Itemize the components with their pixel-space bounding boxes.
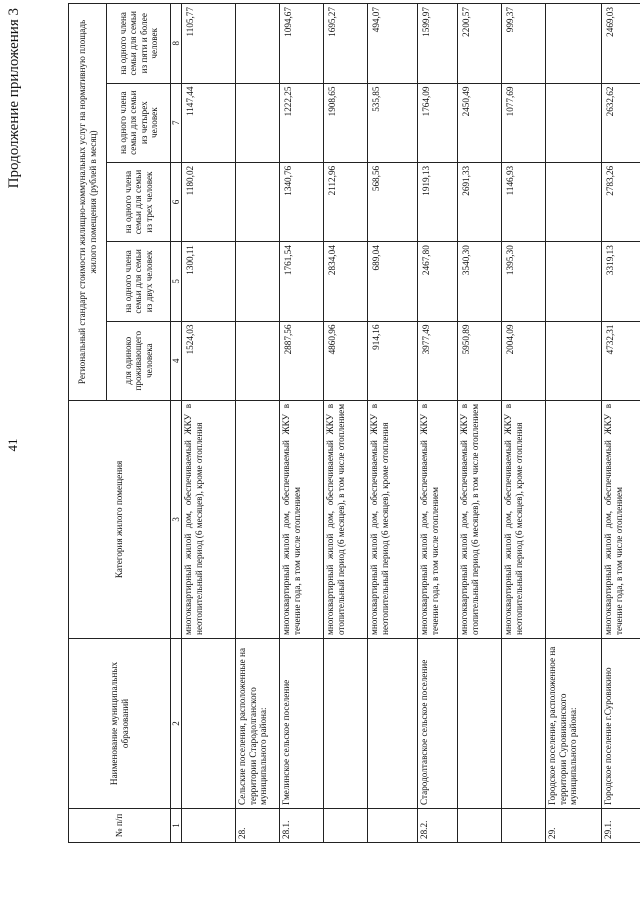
value-three: 2112,96 xyxy=(324,162,368,241)
table-row xyxy=(368,4,418,843)
value-four: 1908,65 xyxy=(324,83,368,162)
row-number: 28. xyxy=(236,809,280,843)
row-name: Сельские поселения, расположенные на территории Стародолганского муниципального района: xyxy=(236,638,280,808)
value-five xyxy=(546,4,602,84)
header-standard: Региональный стандарт стоимости жилищно-коммунальных услуг на нормативную площадь жилого помещения (рублей в месяц) xyxy=(69,4,107,401)
row-name xyxy=(458,638,502,808)
column-number: 7 xyxy=(171,83,182,162)
row-name: Стародолтавское сельское поселение xyxy=(418,638,458,808)
value-single: 2887,56 xyxy=(280,321,324,400)
value-four xyxy=(546,83,602,162)
standards-table-wrap xyxy=(68,3,640,843)
table-row xyxy=(182,4,236,843)
value-four: 1764,09 xyxy=(418,83,458,162)
value-three xyxy=(236,162,280,241)
row-name: Гмелинское сельское поселение xyxy=(280,638,324,808)
table-row xyxy=(546,4,602,843)
value-five: 2469,03 xyxy=(602,4,640,84)
row-name xyxy=(368,638,418,808)
value-three: 2783,26 xyxy=(602,162,640,241)
column-number: 2 xyxy=(171,638,182,808)
column-numbers-row xyxy=(171,4,182,843)
page-number: 41 xyxy=(5,438,20,452)
row-number xyxy=(458,809,502,843)
value-five xyxy=(236,4,280,84)
row-name: Городское поселение г.Суровикино xyxy=(602,638,640,808)
value-five: 2200,57 xyxy=(458,4,502,84)
subheader-two: на одного члена семьи для семьи из двух человек xyxy=(107,242,171,321)
row-name xyxy=(502,638,546,808)
value-five: 1094,67 xyxy=(280,4,324,84)
value-three: 1180,02 xyxy=(182,162,236,241)
value-four: 535,85 xyxy=(368,83,418,162)
row-number: 28.1. xyxy=(280,809,324,843)
subheader-five: на одного члена семьи для семьи из пяти и более человек xyxy=(107,4,171,84)
column-number: 6 xyxy=(171,162,182,241)
value-two: 1300,11 xyxy=(182,242,236,321)
column-number: 1 xyxy=(171,809,182,843)
row-number xyxy=(182,809,236,843)
row-category: многоквартирный жилой дом, обеспечиваемый ЖКУ в отопительный период (6 месяцев), в том числе отоплением xyxy=(458,400,502,638)
column-number: 5 xyxy=(171,242,182,321)
row-category: многоквартирный жилой дом, обеспечиваемый ЖКУ в отопительный период (6 месяцев), в том числе отоплением xyxy=(324,400,368,638)
row-number xyxy=(324,809,368,843)
row-category: многоквартирный жилой дом, обеспечиваемый ЖКУ в течение года, в том числе отоплением xyxy=(280,400,324,638)
value-two: 3319,13 xyxy=(602,242,640,321)
row-category xyxy=(236,400,280,638)
table-row xyxy=(324,4,368,843)
row-number xyxy=(502,809,546,843)
value-three: 1919,13 xyxy=(418,162,458,241)
value-three: 1340,76 xyxy=(280,162,324,241)
value-four: 2450,49 xyxy=(458,83,502,162)
row-category: многоквартирный жилой дом, обеспечиваемый ЖКУ в течение года, в том числе отоплением xyxy=(418,400,458,638)
table-row xyxy=(602,4,640,843)
value-four xyxy=(236,83,280,162)
value-four: 1147,44 xyxy=(182,83,236,162)
column-number: 3 xyxy=(171,400,182,638)
value-three xyxy=(546,162,602,241)
row-name: Городское поселение, расположенное на территории Суровикинского муниципального района: xyxy=(546,638,602,808)
value-single: 4732,31 xyxy=(602,321,640,400)
header-no: № п/п xyxy=(69,809,171,843)
subheader-single: для одиноко проживающего человека xyxy=(107,321,171,400)
value-two: 3540,30 xyxy=(458,242,502,321)
value-single: 914,16 xyxy=(368,321,418,400)
value-two: 2467,80 xyxy=(418,242,458,321)
table-row xyxy=(418,4,458,843)
header-category: Категория жилого помещения xyxy=(69,400,171,638)
appendix-title: Продолжение приложения 3 xyxy=(6,8,22,189)
value-single: 3977,49 xyxy=(418,321,458,400)
value-three: 1146,93 xyxy=(502,162,546,241)
column-number: 4 xyxy=(171,321,182,400)
value-five: 1695,27 xyxy=(324,4,368,84)
subheader-three: на одного члена семьи для семьи из трех человек xyxy=(107,162,171,241)
table-row xyxy=(236,4,280,843)
column-number: 8 xyxy=(171,4,182,84)
row-category: многоквартирный жилой дом, обеспечиваемый ЖКУ в течение года, в том числе отоплением xyxy=(602,400,640,638)
value-five: 1599,97 xyxy=(418,4,458,84)
row-number: 28.2. xyxy=(418,809,458,843)
value-five: 1105,77 xyxy=(182,4,236,84)
subheader-four: на одного члена семьи для семьи из четырех человек xyxy=(107,83,171,162)
value-five: 494,07 xyxy=(368,4,418,84)
table-row xyxy=(458,4,502,843)
row-name xyxy=(182,638,236,808)
standards-table xyxy=(68,3,640,843)
value-single: 5950,89 xyxy=(458,321,502,400)
value-single: 1524,03 xyxy=(182,321,236,400)
value-two xyxy=(546,242,602,321)
value-single: 4860,96 xyxy=(324,321,368,400)
value-four: 2632,62 xyxy=(602,83,640,162)
value-two: 1395,30 xyxy=(502,242,546,321)
table-row xyxy=(280,4,324,843)
row-category: многоквартирный жилой дом, обеспечиваемый ЖКУ в неотопительный период (6 месяцев), кроме отопления xyxy=(368,400,418,638)
row-category: многоквартирный жилой дом, обеспечиваемый ЖКУ в неотопительный период (6 месяцев), кроме отопления xyxy=(502,400,546,638)
value-two: 2834,04 xyxy=(324,242,368,321)
table-row xyxy=(502,4,546,843)
value-four: 1077,69 xyxy=(502,83,546,162)
row-name xyxy=(324,638,368,808)
value-two: 689,04 xyxy=(368,242,418,321)
value-single xyxy=(546,321,602,400)
value-two xyxy=(236,242,280,321)
row-category xyxy=(546,400,602,638)
value-three: 568,56 xyxy=(368,162,418,241)
value-single: 2004,09 xyxy=(502,321,546,400)
row-number: 29.1. xyxy=(602,809,640,843)
row-category: многоквартирный жилой дом, обеспечиваемый ЖКУ в неотопительный период (6 месяцев), кроме отопления xyxy=(182,400,236,638)
value-five: 999,37 xyxy=(502,4,546,84)
value-four: 1222,25 xyxy=(280,83,324,162)
value-single xyxy=(236,321,280,400)
row-number xyxy=(368,809,418,843)
value-three: 2691,33 xyxy=(458,162,502,241)
value-two: 1761,54 xyxy=(280,242,324,321)
row-number: 29. xyxy=(546,809,602,843)
header-name: Наименование муниципальных образований xyxy=(69,638,171,808)
